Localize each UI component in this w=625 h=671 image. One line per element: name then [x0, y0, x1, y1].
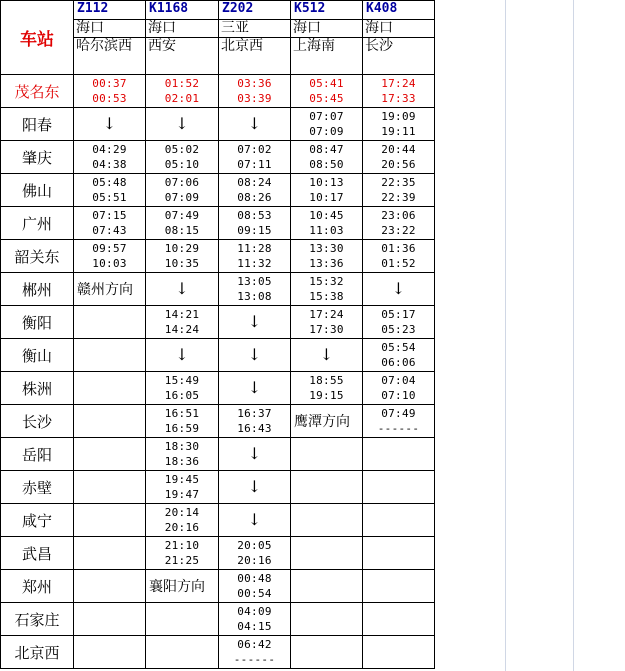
- pass-through-arrow-icon: ↓: [247, 114, 262, 133]
- arrival-time: 07:04: [381, 374, 416, 387]
- departure-time: 15:38: [309, 290, 344, 303]
- station-row: [1, 174, 435, 207]
- departure-time: 04:38: [92, 158, 127, 171]
- departure-time: 20:16: [164, 521, 200, 534]
- time-cell: [146, 504, 219, 537]
- station-name: 长沙: [1, 405, 74, 438]
- time-cell: [219, 339, 291, 372]
- station-name: 北京西: [1, 636, 74, 669]
- arrival-time: 04:09: [237, 605, 272, 618]
- time-cell: [291, 306, 363, 339]
- arrival-time: 00:48: [237, 572, 272, 585]
- departure-time: 16:59: [164, 422, 200, 435]
- time-cell: [146, 240, 219, 273]
- arrival-time: 11:28: [237, 242, 272, 255]
- departure-time: 09:15: [237, 224, 272, 237]
- time-cell: [74, 537, 146, 570]
- time-cell: [219, 603, 291, 636]
- arrival-time: 22:35: [381, 176, 416, 189]
- departure-time: 01:52: [381, 257, 416, 270]
- departure-time: 11:03: [309, 224, 344, 237]
- departure-time: ------: [233, 653, 276, 666]
- arrival-time: 13:30: [309, 242, 344, 255]
- arrival-time: 18:30: [164, 440, 200, 453]
- time-cell: [363, 108, 435, 141]
- arrival-time: 21:10: [164, 539, 200, 552]
- arrival-time: 20:44: [381, 143, 416, 156]
- arrival-time: 20:14: [164, 506, 200, 519]
- time-cell: [291, 75, 363, 108]
- station-row: [1, 603, 435, 636]
- time-cell: [74, 273, 146, 306]
- station-header: 车站: [1, 1, 74, 75]
- arrival-time: 08:53: [237, 209, 272, 222]
- departure-time: 05:51: [92, 191, 127, 204]
- train-origin: 三亚: [219, 19, 290, 37]
- sheet-gridline: [573, 0, 574, 671]
- station-row: [1, 306, 435, 339]
- train-header: [146, 1, 219, 75]
- time-cell: [219, 438, 291, 471]
- time-cell: [146, 273, 219, 306]
- time-cell: [146, 174, 219, 207]
- train-destination: 北京西: [219, 37, 290, 55]
- arrival-time: 10:29: [164, 242, 200, 255]
- departure-time: 10:17: [309, 191, 344, 204]
- station-row: [1, 438, 435, 471]
- arrival-time: 07:02: [237, 143, 272, 156]
- time-cell: [146, 306, 219, 339]
- time-cell: [74, 438, 146, 471]
- pass-through-arrow-icon: ↓: [319, 345, 334, 364]
- departure-time: 00:53: [92, 92, 127, 105]
- train-number: K512: [294, 1, 326, 16]
- time-cell: [291, 438, 363, 471]
- departure-time: 20:16: [237, 554, 272, 567]
- time-cell: [363, 174, 435, 207]
- departure-time: 03:39: [237, 92, 272, 105]
- arrival-time: 05:48: [92, 176, 127, 189]
- arrival-time: 15:32: [309, 275, 344, 288]
- arrival-time: 20:05: [237, 539, 272, 552]
- time-cell: [146, 207, 219, 240]
- departure-time: 19:47: [164, 488, 200, 501]
- arrival-time: 01:36: [381, 242, 416, 255]
- departure-time: 05:23: [381, 323, 416, 336]
- station-name: 广州: [1, 207, 74, 240]
- departure-time: 13:08: [237, 290, 272, 303]
- arrival-time: 18:55: [309, 374, 344, 387]
- arrival-time: 07:15: [92, 209, 127, 222]
- time-cell: [291, 141, 363, 174]
- time-cell: [74, 570, 146, 603]
- station-row: [1, 75, 435, 108]
- time-cell: [74, 636, 146, 669]
- time-cell: [146, 570, 219, 603]
- arrival-time: 09:57: [92, 242, 127, 255]
- departure-time: 23:22: [381, 224, 416, 237]
- train-number: Z112: [77, 1, 109, 16]
- pass-through-arrow-icon: ↓: [175, 114, 189, 133]
- arrival-time: 17:24: [309, 308, 344, 321]
- time-cell: [219, 240, 291, 273]
- time-cell: [291, 471, 363, 504]
- departure-time: 08:50: [309, 158, 344, 171]
- train-destination: 哈尔滨西: [74, 37, 145, 55]
- arrival-time: 14:21: [164, 308, 200, 321]
- time-cell: [291, 603, 363, 636]
- time-cell: [363, 339, 435, 372]
- time-cell: [291, 405, 363, 438]
- pass-through-arrow-icon: ↓: [247, 345, 262, 364]
- time-cell: [74, 603, 146, 636]
- station-name: 咸宁: [1, 504, 74, 537]
- station-name: 衡山: [1, 339, 74, 372]
- departure-time: 13:36: [309, 257, 344, 270]
- time-cell: [146, 339, 219, 372]
- time-cell: [363, 207, 435, 240]
- station-name: 郑州: [1, 570, 74, 603]
- departure-time: 07:09: [309, 125, 344, 138]
- station-row: [1, 108, 435, 141]
- train-origin: 海口: [146, 19, 218, 37]
- departure-time: 06:06: [381, 356, 416, 369]
- station-name: 韶关东: [1, 240, 74, 273]
- time-cell: [363, 273, 435, 306]
- train-origin: 海口: [363, 19, 434, 37]
- arrival-time: 04:29: [92, 143, 127, 156]
- sheet-gridline: [505, 0, 506, 671]
- time-cell: [74, 207, 146, 240]
- station-row: [1, 372, 435, 405]
- departure-time: 19:15: [309, 389, 344, 402]
- station-name: 石家庄: [1, 603, 74, 636]
- time-cell: [74, 174, 146, 207]
- departure-time: 18:36: [164, 455, 200, 468]
- time-cell: [146, 141, 219, 174]
- station-name: 岳阳: [1, 438, 74, 471]
- time-cell: [146, 405, 219, 438]
- departure-time: 14:24: [164, 323, 200, 336]
- time-cell: [219, 471, 291, 504]
- arrival-time: 07:49: [381, 407, 416, 420]
- train-header: [74, 1, 146, 75]
- time-cell: [291, 570, 363, 603]
- arrival-time: 08:47: [309, 143, 344, 156]
- departure-time: 10:35: [164, 257, 200, 270]
- arrival-time: 06:42: [237, 638, 272, 651]
- station-row: [1, 504, 435, 537]
- time-cell: [74, 240, 146, 273]
- departure-time: 07:10: [381, 389, 416, 402]
- arrival-time: 05:54: [381, 341, 416, 354]
- route-note: 鹰潭方向: [294, 414, 350, 430]
- time-cell: [219, 174, 291, 207]
- departure-time: 21:25: [164, 554, 200, 567]
- time-cell: [363, 537, 435, 570]
- time-cell: [219, 306, 291, 339]
- pass-through-arrow-icon: ↓: [247, 444, 262, 463]
- train-destination: 西安: [146, 37, 218, 55]
- time-cell: [363, 603, 435, 636]
- train-header: [291, 1, 363, 75]
- time-cell: [146, 75, 219, 108]
- route-note: 赣州方向: [77, 282, 133, 298]
- time-cell: [363, 504, 435, 537]
- station-row: [1, 570, 435, 603]
- arrival-time: 17:24: [381, 77, 416, 90]
- pass-through-arrow-icon: ↓: [391, 279, 406, 298]
- pass-through-arrow-icon: ↓: [247, 510, 262, 529]
- arrival-time: 19:45: [164, 473, 200, 486]
- departure-time: 10:03: [92, 257, 127, 270]
- time-cell: [219, 273, 291, 306]
- arrival-time: 23:06: [381, 209, 416, 222]
- time-cell: [291, 108, 363, 141]
- train-origin: 海口: [291, 19, 362, 37]
- train-number: K1168: [149, 1, 189, 16]
- time-cell: [291, 372, 363, 405]
- time-cell: [291, 537, 363, 570]
- time-cell: [363, 471, 435, 504]
- arrival-time: 15:49: [164, 374, 200, 387]
- train-header: [363, 1, 435, 75]
- time-cell: [146, 372, 219, 405]
- time-cell: [363, 372, 435, 405]
- departure-time: 08:15: [164, 224, 200, 237]
- pass-through-arrow-icon: ↓: [175, 279, 189, 298]
- train-number: K408: [366, 1, 398, 16]
- arrival-time: 16:51: [164, 407, 200, 420]
- arrival-time: 13:05: [237, 275, 272, 288]
- departure-time: 16:43: [237, 422, 272, 435]
- route-note: 襄阳方向: [149, 579, 205, 595]
- time-cell: [74, 339, 146, 372]
- station-row: [1, 636, 435, 669]
- departure-time: ------: [377, 422, 420, 435]
- time-cell: [74, 141, 146, 174]
- departure-time: 07:11: [237, 158, 272, 171]
- station-name: 佛山: [1, 174, 74, 207]
- station-row: [1, 339, 435, 372]
- time-cell: [291, 207, 363, 240]
- pass-through-arrow-icon: ↓: [247, 378, 262, 397]
- train-destination: 上海南: [291, 37, 362, 55]
- departure-time: 22:39: [381, 191, 416, 204]
- arrival-time: 05:41: [309, 77, 344, 90]
- time-cell: [219, 108, 291, 141]
- station-row: [1, 537, 435, 570]
- arrival-time: 03:36: [237, 77, 272, 90]
- departure-time: 05:10: [164, 158, 200, 171]
- station-row: [1, 207, 435, 240]
- station-row: [1, 240, 435, 273]
- time-cell: [363, 438, 435, 471]
- arrival-time: 19:09: [381, 110, 416, 123]
- departure-time: 08:26: [237, 191, 272, 204]
- station-name: 赤壁: [1, 471, 74, 504]
- station-name: 肇庆: [1, 141, 74, 174]
- departure-time: 02:01: [164, 92, 200, 105]
- pass-through-arrow-icon: ↓: [175, 345, 189, 364]
- pass-through-arrow-icon: ↓: [102, 114, 117, 133]
- train-header: [219, 1, 291, 75]
- station-name: 武昌: [1, 537, 74, 570]
- time-cell: [291, 339, 363, 372]
- arrival-time: 16:37: [237, 407, 272, 420]
- station-row: [1, 471, 435, 504]
- header-row: [1, 1, 435, 75]
- time-cell: [74, 405, 146, 438]
- arrival-time: 05:02: [164, 143, 200, 156]
- train-destination: 长沙: [363, 37, 434, 55]
- departure-time: 19:11: [381, 125, 416, 138]
- time-cell: [219, 75, 291, 108]
- time-cell: [219, 141, 291, 174]
- time-cell: [146, 537, 219, 570]
- departure-time: 07:09: [164, 191, 200, 204]
- time-cell: [363, 405, 435, 438]
- departure-time: 04:15: [237, 620, 272, 633]
- station-row: [1, 405, 435, 438]
- arrival-time: 08:24: [237, 176, 272, 189]
- time-cell: [74, 471, 146, 504]
- station-name: 株洲: [1, 372, 74, 405]
- train-number: Z202: [222, 1, 254, 16]
- time-cell: [363, 570, 435, 603]
- time-cell: [219, 504, 291, 537]
- departure-time: 11:32: [237, 257, 272, 270]
- time-cell: [291, 240, 363, 273]
- time-cell: [146, 471, 219, 504]
- arrival-time: 07:07: [309, 110, 344, 123]
- station-row: [1, 273, 435, 306]
- time-cell: [291, 273, 363, 306]
- station-name: 阳春: [1, 108, 74, 141]
- station-name: 衡阳: [1, 306, 74, 339]
- time-cell: [291, 636, 363, 669]
- time-cell: [219, 537, 291, 570]
- time-cell: [219, 570, 291, 603]
- station-name: 茂名东: [1, 75, 74, 108]
- station-row: [1, 141, 435, 174]
- departure-time: 07:43: [92, 224, 127, 237]
- time-cell: [219, 636, 291, 669]
- time-cell: [74, 306, 146, 339]
- time-cell: [219, 372, 291, 405]
- departure-time: 05:45: [309, 92, 344, 105]
- time-cell: [291, 504, 363, 537]
- arrival-time: 01:52: [164, 77, 200, 90]
- time-cell: [146, 438, 219, 471]
- time-cell: [74, 108, 146, 141]
- time-cell: [146, 108, 219, 141]
- station-name: 郴州: [1, 273, 74, 306]
- time-cell: [363, 240, 435, 273]
- arrival-time: 07:49: [164, 209, 200, 222]
- time-cell: [219, 207, 291, 240]
- arrival-time: 10:45: [309, 209, 344, 222]
- time-cell: [363, 306, 435, 339]
- departure-time: 16:05: [164, 389, 200, 402]
- departure-time: 20:56: [381, 158, 416, 171]
- departure-time: 17:33: [381, 92, 416, 105]
- time-cell: [291, 174, 363, 207]
- arrival-time: 10:13: [309, 176, 344, 189]
- time-cell: [219, 405, 291, 438]
- arrival-time: 07:06: [164, 176, 200, 189]
- time-cell: [363, 141, 435, 174]
- time-cell: [363, 636, 435, 669]
- time-cell: [74, 372, 146, 405]
- pass-through-arrow-icon: ↓: [247, 477, 262, 496]
- train-origin: 海口: [74, 19, 145, 37]
- arrival-time: 00:37: [92, 77, 127, 90]
- time-cell: [74, 504, 146, 537]
- departure-time: 17:30: [309, 323, 344, 336]
- time-cell: [363, 75, 435, 108]
- time-cell: [146, 603, 219, 636]
- time-cell: [74, 75, 146, 108]
- departure-time: 00:54: [237, 587, 272, 600]
- arrival-time: 05:17: [381, 308, 416, 321]
- time-cell: [146, 636, 219, 669]
- pass-through-arrow-icon: ↓: [247, 312, 262, 331]
